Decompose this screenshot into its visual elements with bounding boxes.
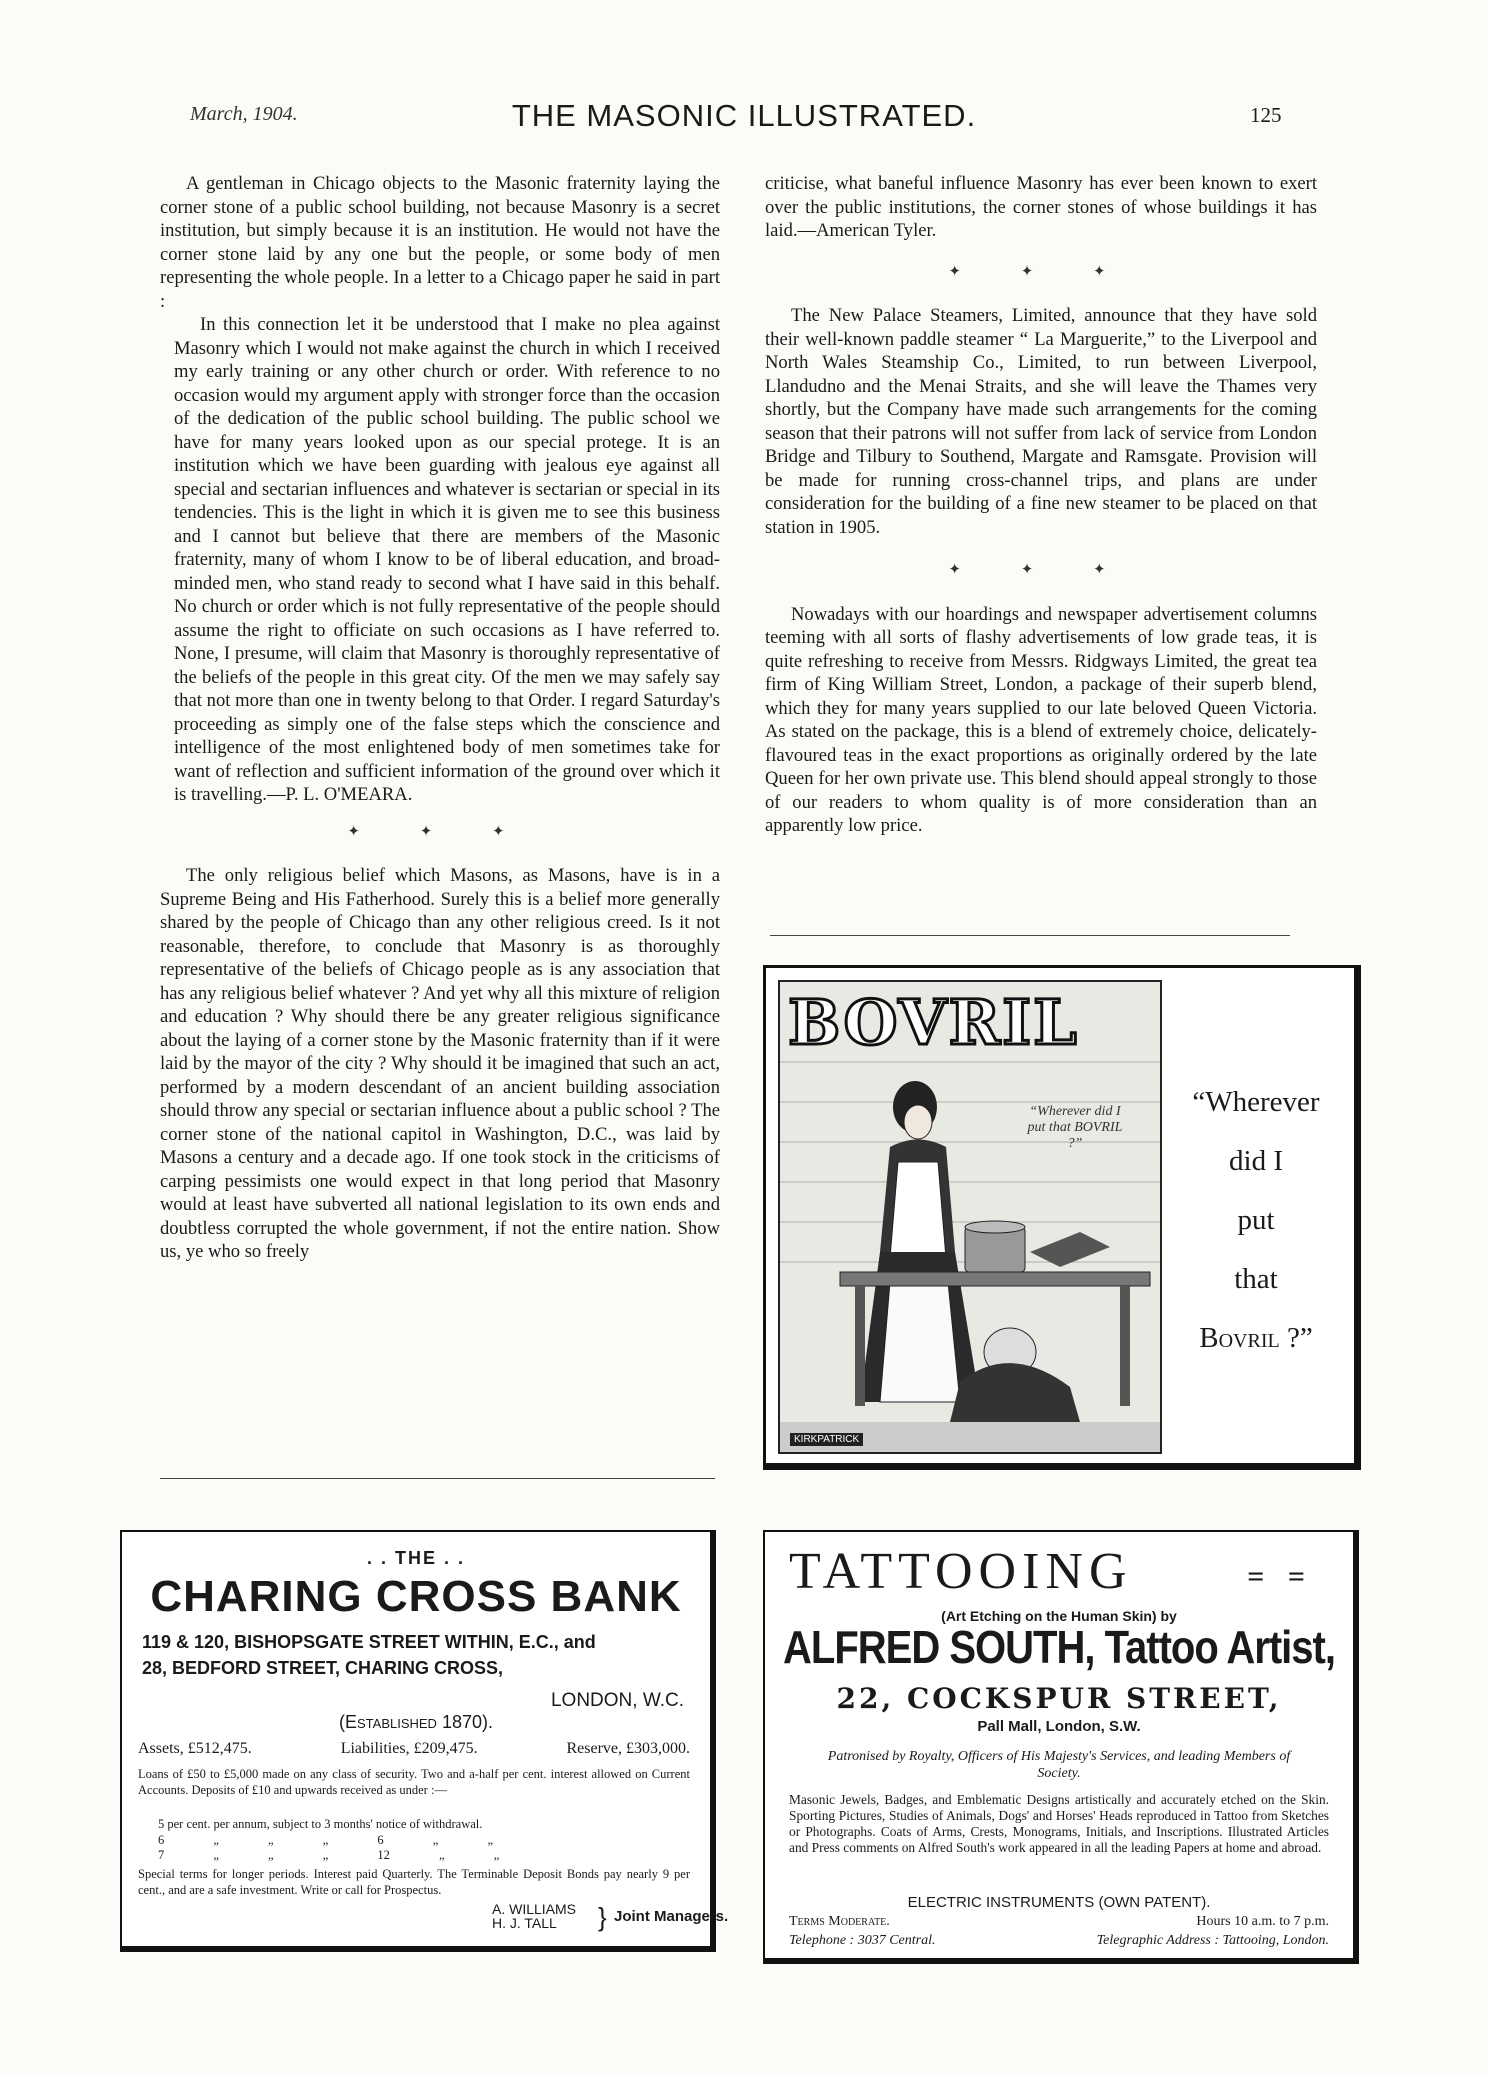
bovril-advertisement [763, 965, 1361, 1470]
bank-address-line: 28, BEDFORD STREET, CHARING CROSS, [142, 1658, 504, 1678]
tattoo-headline-mark: = = [1247, 1560, 1313, 1593]
right-column [765, 172, 1317, 838]
column-rule [770, 935, 1290, 936]
bovril-speech-bubble: “Wherever did I put that BOVRIL ?” [1027, 1104, 1123, 1151]
bank-terms: Loans of £50 to £5,000 made on any class of security. Two and a-half per cent. interest allowed on Current Accounts. Deposits of £10 and upwards received as under :— [138, 1767, 690, 1797]
artist-signature: KIRKPATRICK [790, 1433, 863, 1446]
bank-established: (Established 1870). [339, 1712, 493, 1732]
issue-date: March, 1904. [190, 103, 298, 125]
bank-special-terms: Special terms for longer periods. Interest paid Quarterly. The Terminable Deposit Bonds pay nearly 9 per cent., and are a safe investment. Write or call for Prospectus. [138, 1867, 690, 1897]
tattoo-terms-row [789, 1914, 1329, 1930]
manager-name: A. WILLIAMS [492, 1901, 577, 1917]
page-number: 125 [1250, 103, 1282, 127]
tattoo-terms: Terms Moderate. [789, 1914, 890, 1929]
tattoo-district: Pall Mall, London, S.W. [977, 1718, 1141, 1735]
joint-managers-label: Joint Managers. [614, 1908, 729, 1925]
article-ridgways-tea: Nowadays with our hoardings and newspaper advertisement columns teeming with all sorts of flashy advertisements of low grade teas, it is quite refreshing to receive from Messrs. Ridgways Limited, the great tea firm of King William Street, London, a package of their superb blend, which they for many years supplied to our late beloved Queen Victoria. As stated on the package, this is a blend of extremely choice, delicately-flavoured teas in the exact proportions as originally ordered by the late Queen for her own private use. This blend should appeal strongly to those of our readers to whom quality is of more consideration than an apparently low price. [765, 603, 1317, 836]
tattoo-patronage: Patronised by Royalty, Officers of His Majesty's Services, and leading Members of Society. [827, 1749, 1291, 1781]
manager-name: H. J. TALL [492, 1915, 557, 1931]
tattoo-headline: TATTOOING [789, 1543, 1133, 1600]
article-school-intro: A gentleman in Chicago objects to the Masonic fraternity laying the corner stone of a public school building, not because Masonry is a secret institution, but simply because it is an institution. He would not have the corner stone laid by any one but the people, or some body of men representing the whole people. In a letter to a Chicago paper he said in part : [160, 173, 720, 312]
bovril-illustration [778, 980, 1162, 1454]
bank-address-line: 119 & 120, BISHOPSGATE STREET WITHIN, E.C., and [142, 1632, 596, 1652]
tagline-line: Bovril ?” [1199, 1322, 1313, 1354]
tagline-line: that [1234, 1263, 1278, 1295]
left-column [160, 172, 720, 1264]
tattoo-telephone: Telephone : 3037 Central. [789, 1933, 936, 1948]
rate-line: 7 „ „ „ 12 „ „ [158, 1848, 500, 1862]
article-religious-belief: The only religious belief which Masons, as Masons, have is in a Supreme Being and His Fatherhood. Surely this is a belief more generally shared by the people of Chicago than any other religious creed. Is it not reasonable, therefore, to conclude that Masonry is as thoroughly representative of the beliefs of Chicago people as is any association that has any religious belief whatever ? And yet why all this mixture of religion and education ? Why should there be any greater religious significance about the laying of a corner stone by the Masonic fraternity than if it were laid by the mayor of the city ? Why should it be imagined that such an act, performed by a modern descendant of an ancient building association should throw any special or sectarian influence about a public school ? The corner stone of the national capitol in Washington, D.C., was laid by Masons a century and a decade ago. If one took stock in the criticisms of carping pessimists one would expect in that long period that Masonry would at least have subverted all national legislation to its own ends and doubtless corrupted the whole government, if not the entire nation. Show us, ye who so freely [160, 865, 720, 1262]
bank-managers [492, 1901, 729, 1932]
bank-reserve: Reserve, £303,000. [566, 1740, 690, 1757]
tattoo-hours: Hours 10 a.m. to 7 p.m. [1196, 1914, 1329, 1929]
tattoo-street: 22, COCKSPUR STREET, [836, 1682, 1282, 1715]
bank-figures [138, 1740, 690, 1758]
rate-line: 5 per cent. per annum, subject to 3 months' notice of withdrawal. [158, 1817, 483, 1831]
bank-name: CHARING CROSS BANK [150, 1572, 682, 1621]
tattoo-subtitle: (Art Etching on the Human Skin) by [941, 1608, 1177, 1624]
tattoo-telegraphic-address: Telegraphic Address : Tattooing, London. [1096, 1933, 1329, 1948]
tattoo-contact-row [789, 1933, 1329, 1949]
bank-assets: Assets, £512,475. [138, 1740, 252, 1757]
charing-cross-bank-advertisement [120, 1530, 729, 1952]
article-palace-steamers: The New Palace Steamers, Limited, announce that they have sold their well-known paddle steamer “ La Marguerite,” to the Liverpool and North Wales Steamship Co., Limited, to run between Liverpool, Llandudno and the Menai Straits, and she will leave the Thames very shortly, but the Company have made such arrangements for the coming season that their patrons will not suffer from lack of service from London Bridge and Tilbury to Southend, Margate and Ramsgate. Provision will be made for running cross-channel trips, and plans are under consideration for the building of a fine new steamer to be placed on that station in 1905. [765, 305, 1317, 538]
rate-line: 6 „ „ „ 6 „ „ [158, 1832, 493, 1847]
publication-title: THE MASONIC ILLUSTRATED. [511, 98, 977, 133]
bank-address-city: LONDON, W.C. [550, 1690, 684, 1711]
tattoo-artist: ALFRED SOUTH, Tattoo Artist, [783, 1622, 1335, 1674]
ornament-divider: ✦ ✦ ✦ [948, 263, 1134, 280]
ornament-divider: ✦ ✦ ✦ [948, 562, 1134, 578]
tattoo-electric-instruments: ELECTRIC INSTRUMENTS (OWN PATENT). [907, 1894, 1211, 1911]
tagline-line: “Wherever [1192, 1086, 1320, 1118]
bovril-logo: BOVRIL [788, 986, 1079, 1059]
bank-the: . . THE . . [366, 1548, 465, 1568]
brace-mark: } [598, 1902, 607, 1932]
article-religious-belief-continued: criticise, what baneful influence Masonry has ever been known to exert over the public institutions, the corner stones of whose buildings it has laid.—American Tyler. [765, 173, 1317, 241]
bovril-tagline [1162, 1073, 1350, 1368]
tagline-line: did I [1229, 1145, 1283, 1177]
article-school-quote: In this connection let it be understood that I make no plea against Masonry which I would not make against the church in which I received my early training or any other church or order. With reference to no occasion would my argument apply with stronger force than the occasion of the dedication of the public school building. The public school we have for many years looked upon as our special protege. It is an institution which we have been guarding with jealous eye against all special and sectarian influences and whatever is sectarian or special in its tendencies. This is the light in which it is given me to see this business and I cannot but believe that there are members of the Masonic fraternity, many of whom I know to be of liberal education, and broad-minded men, who stand ready to second what I have said in this behalf. No church or order which is not fully representative of the people should assume the right to officiate on such occasions as I have referred to. None, I presume, will claim that Masonry is thoroughly representative of the beliefs of the people in this great city. Of the men we may safely say that not more than one in twenty belong to that Order. I regard Saturday's proceeding as simply one of the false steps which the conscience and intelligence of the most enlightened body of men sometimes take for want of reflection and sufficient information of the ground over which it is travelling.—P. L. O'MEARA. [174, 314, 720, 805]
column-rule [160, 1478, 715, 1479]
tattoo-description: Masonic Jewels, Badges, and Emblematic Designs artistically and accurately etched on the Skin. Sporting Pictures, Studies of Animals, Dogs' and Horses' Heads reproduced in Tattoo from Sketches or Photographs. Coats of Arms, Crests, Monograms, Initials, and Inscriptions. Illustrated Articles and Press comments on Alfred South's work appeared in all the leading Papers at home and abroad. [789, 1792, 1329, 1855]
ornament-divider: ✦ ✦ ✦ [347, 823, 533, 840]
tattooing-advertisement [763, 1530, 1359, 1964]
tagline-line: put [1237, 1204, 1275, 1236]
bank-rates [138, 1817, 499, 1864]
bank-liabilities: Liabilities, £209,475. [340, 1740, 478, 1757]
